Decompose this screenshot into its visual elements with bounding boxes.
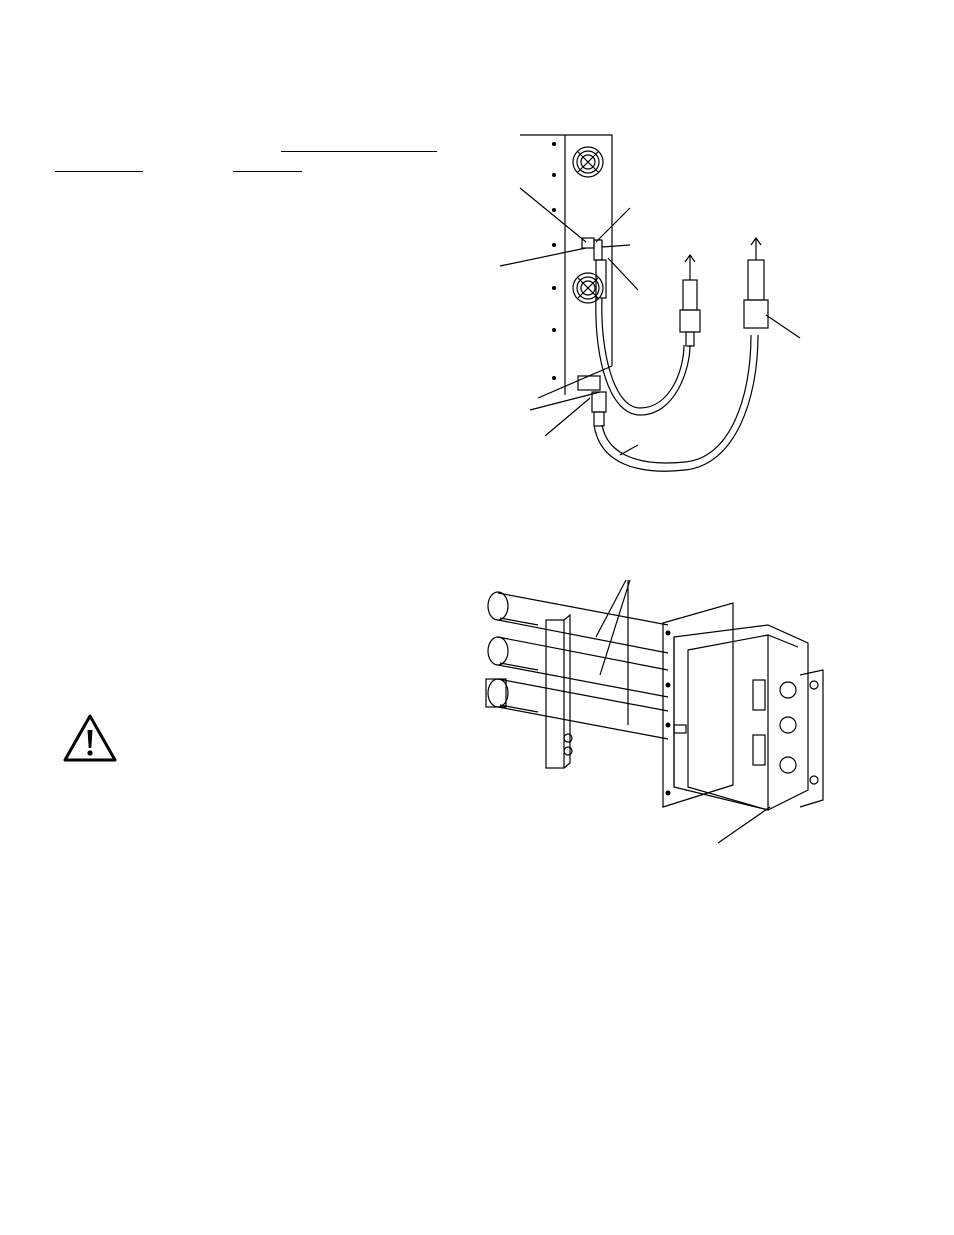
heater-assembly-figure xyxy=(478,575,838,850)
heating-tube-1 xyxy=(488,592,668,653)
underline-1 xyxy=(281,151,437,152)
fan-grille-top xyxy=(573,147,603,177)
hose-connection-figure xyxy=(490,130,820,480)
heating-tube-2 xyxy=(488,637,668,697)
underline-2 xyxy=(55,171,143,172)
cabinet-panel-edge xyxy=(520,135,612,366)
warning-triangle-icon xyxy=(62,713,118,763)
heating-tube-3 xyxy=(486,679,668,739)
underline-3 xyxy=(233,171,302,172)
